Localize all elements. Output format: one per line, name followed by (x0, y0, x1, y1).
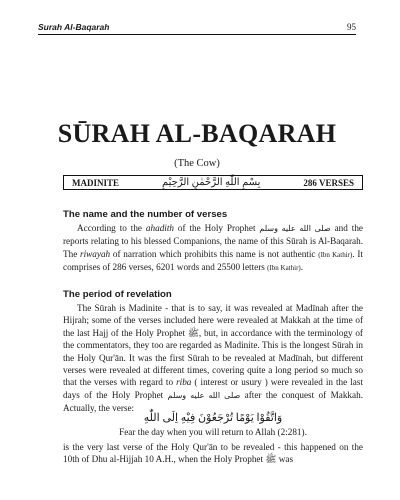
italic-term: ahadith (145, 223, 174, 233)
text-run: ( interest or usury ) were revealed in the last days of the Holy Prophet (63, 377, 364, 400)
section-body-name-verses (63, 222, 363, 275)
page-number: 95 (347, 22, 356, 32)
running-title: Surah Al-Baqarah (38, 22, 110, 32)
paragraph (63, 222, 363, 275)
text-run: after the conquest of Makkah. Actually, the verse: (63, 389, 363, 414)
verse-translation: Fear the day when you will return to Allah (2:281). (119, 427, 307, 437)
bismillah: بِسْمِ اللّٰهِ الرَّحْمٰنِ الرَّحِيْمِ (161, 177, 261, 188)
text-run: The Sūrah is Madinite - that is to say, it was revealed at Madīnah after the Hijrah; some of the verses included here were revealed at Makkah at the time of the last Hajj of the Holy Prophet (63, 303, 363, 338)
salutation-arabic: صلى الله عليه وسلم (167, 390, 241, 400)
text-run: is the very last verse of the Holy Qur'ān to be revealed - this happened on the 10th of Dhu al-Hijjah 10 A.H., when the Holy Prophet (63, 442, 363, 465)
italic-term: riwayah (80, 248, 111, 259)
header-rule (38, 34, 356, 35)
text-run: and the reports relating to his blessed Companions, the name of this Sūrah is Al-Baqarah. The (63, 223, 363, 259)
text-run: . (300, 262, 304, 273)
section-body-continued (63, 441, 363, 466)
salutation-arabic: صلى الله عليه وسلم (259, 224, 331, 233)
text-run: , but, in accordance with the terminology of the commentators, they too are regarded as Madinite. This is the longest Sūrah in the Holy Qur'ān. It was the first Sūrah to be revealed at Madīnah, but different verses were revealed at different times, covering quite a long period so much so that the verses with regard to (63, 327, 363, 388)
paragraph (63, 302, 363, 415)
section-heading-revelation: The period of revelation (63, 289, 172, 300)
page-subtitle: (The Cow) (174, 158, 220, 169)
text-run: of narration which prohibits this name is not authentic (110, 248, 319, 259)
citation: (Ibn Kathir) (267, 264, 301, 273)
text-run: was (276, 454, 294, 465)
salutation-glyph: ﷺ (265, 454, 277, 465)
revelation-place: MADINITE (72, 177, 120, 188)
verse-arabic: وَاتَّقُوْا يَوْمًا تُرْجَعُوْنَ فِيْهِ اِلَى اللّٰهِ (143, 412, 283, 424)
verse-count: 286 VERSES (303, 177, 354, 188)
text-run: of the Holy Prophet (173, 223, 260, 233)
italic-term: riba (176, 377, 192, 388)
paragraph (63, 441, 363, 466)
text-run: According to the (77, 223, 146, 233)
text-run: . It comprises of 286 verses, 6201 words and 25500 letters (63, 248, 363, 273)
section-heading-name-verses: The name and the number of verses (63, 209, 228, 220)
section-body-revelation (63, 302, 363, 415)
citation: (Ibn Kathir) (318, 250, 353, 259)
salutation-glyph: ﷺ (187, 327, 199, 338)
running-header (38, 22, 356, 32)
page-title: SŪRAH AL-BAQARAH (57, 119, 337, 148)
surah-info-bar (63, 175, 363, 190)
